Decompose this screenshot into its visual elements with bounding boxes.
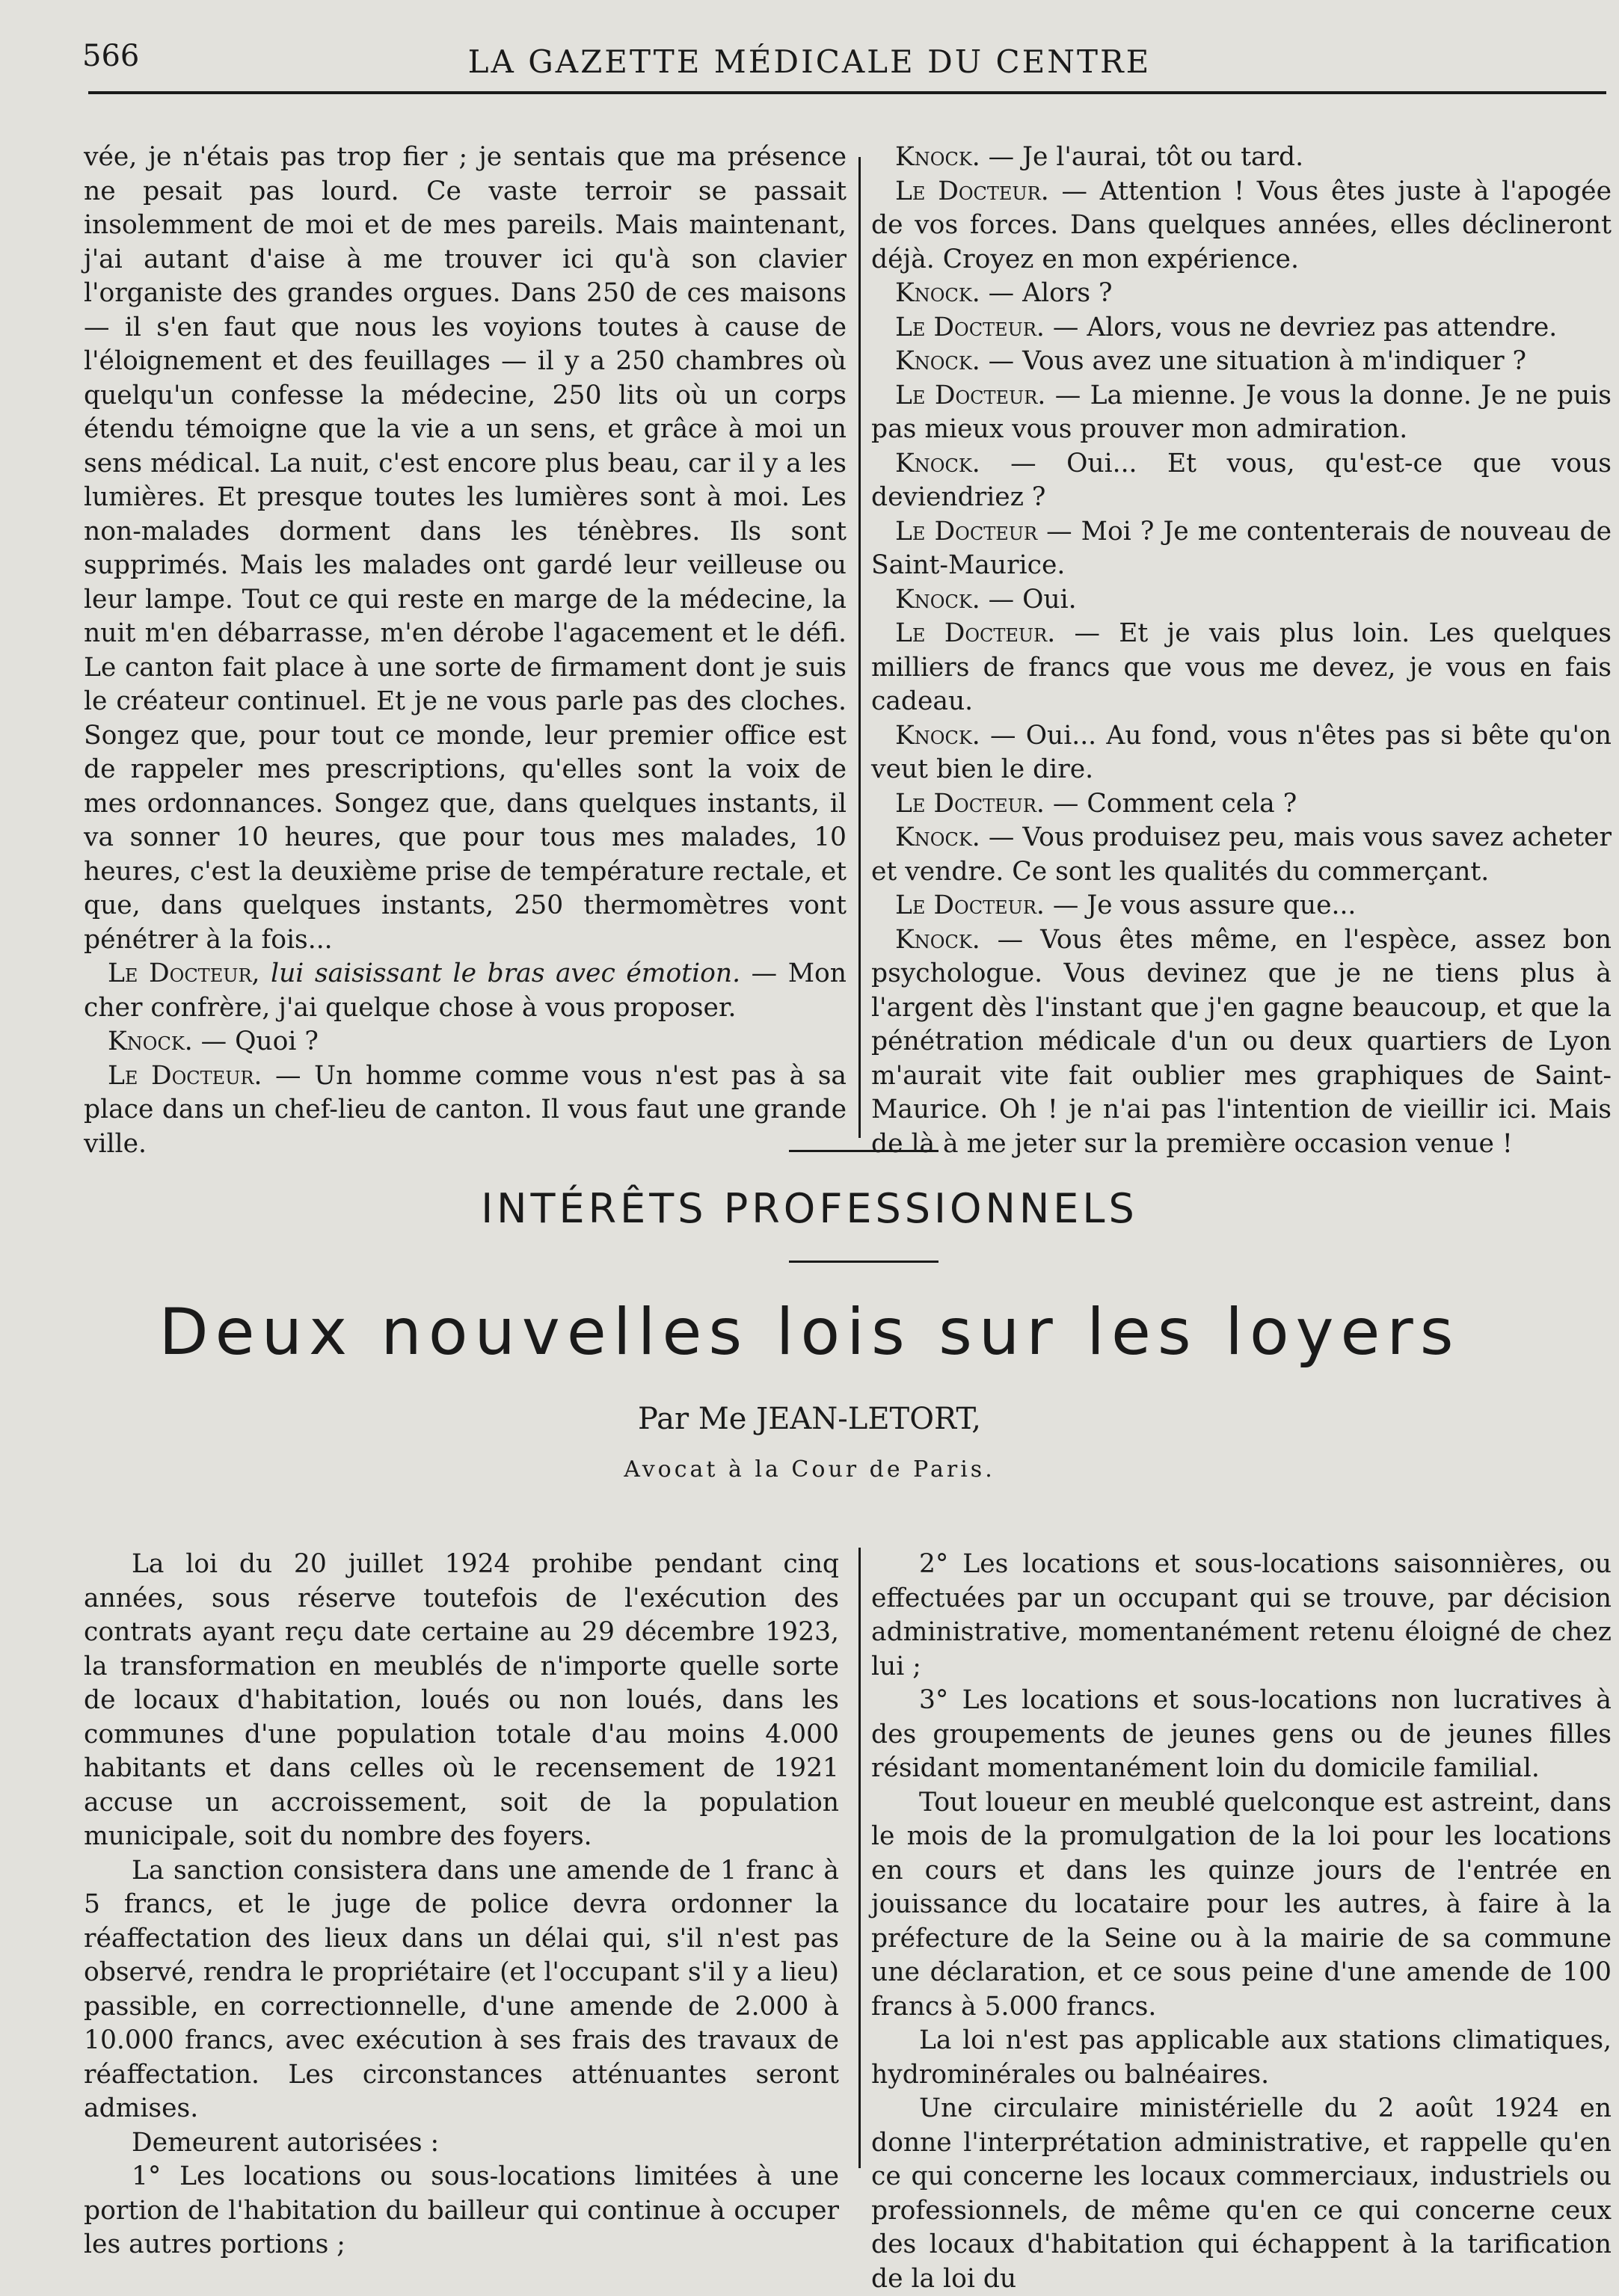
speaker-name: Knock <box>895 720 972 751</box>
dialogue-text: . — Un homme comme vous n'est pas à sa place dans un chef-lieu de canton. Il vous faut une grande ville. <box>84 1060 847 1159</box>
speaker-name: Knock <box>895 584 972 615</box>
dialogue-text: — Moi ? Je me contenterais de nouveau de Saint-Maurice. <box>871 516 1612 580</box>
journal-title: LA GAZETTE MÉDICALE DU CENTRE <box>467 43 1152 80</box>
speaker-name: Knock <box>895 822 972 852</box>
dialogue-line <box>871 787 1612 822</box>
speaker-name: Le Docteur <box>895 890 1036 920</box>
speaker-name: Le Docteur <box>895 788 1036 819</box>
speaker-name: Le Docteur <box>108 958 252 988</box>
dialogue-text: . — Comment cela ? <box>1036 788 1297 819</box>
dialogue-text: . — Vous avez une situation à m'indiquer ? <box>971 346 1527 376</box>
dialogue-text: . — Je l'aurai, tôt ou tard. <box>971 142 1304 172</box>
speaker-name: Le Docteur <box>895 618 1048 648</box>
dialogue-line <box>871 821 1612 889</box>
dialogue-text: . — Oui... Et vous, qu'est-ce que vous deviendriez ? <box>871 448 1612 512</box>
paragraph: Tout loueur en meublé quelconque est astreint, dans le mois de la promulgation de la loi pour les locations en cours et dans les quinze jours de l'entrée en jouissance du locataire pour les autres, à faire à la préfecture de la Seine ou à la mairie de sa commune une déclaration, et ce sous peine d'une amende de 100 francs à 5.000 francs. <box>871 1787 1612 2022</box>
article-title: Deux nouvelles lois sur les loyers <box>159 1295 1460 1370</box>
dialogue-line <box>871 583 1612 618</box>
speaker-name: Le Docteur <box>895 176 1041 206</box>
dialogue-line: Le Docteur, lui saisissant le bras avec émotion. — Mon cher confrère, j'ai quelque chose à vous proposer. <box>84 958 847 1023</box>
speaker-name: Le Docteur <box>108 1060 254 1091</box>
dialogue-line <box>84 1059 847 1162</box>
paragraph: Demeurent autorisées : <box>132 2127 440 2158</box>
section-rule-top <box>789 1150 938 1152</box>
dialogue-text: . — Attention ! Vous êtes juste à l'apogée de vos forces. Dans quelques années, elles déclineront déjà. Croyez en mon expérience. <box>871 176 1612 274</box>
article-right-column <box>871 1548 1612 2296</box>
author-affiliation: Avocat à la Cour de Paris. <box>624 1456 995 1483</box>
speaker-name: Knock <box>895 278 972 308</box>
dialogue-line <box>871 719 1612 787</box>
dialogue-text: . — La mienne. Je vous la donne. Je ne puis pas mieux vous prouver mon admiration. <box>871 380 1612 444</box>
dialogue-line <box>871 379 1612 447</box>
dialogue-line <box>871 447 1612 515</box>
play-left-column <box>84 141 847 1161</box>
dialogue-line <box>871 515 1612 583</box>
paragraph: La sanction consistera dans une amende de 1 franc à 5 francs, et le juge de police devra ordonner la réaffectation des lieux dans un délai qui, s'il n'est pas observé, rendra le propriétaire (et l'occupant s'il y a lieu) passible, en correctionnelle, d'une amende de 2.000 à 10.000 francs, avec exécution à ses frais des travaux de réaffectation. Les circonstances atténuantes seront admises. <box>84 1855 839 2123</box>
paragraph: 3° Les locations et sous-locations non lucratives à des groupements de jeunes gens ou de jeunes filles résidant momentanément loin du domicile familial. <box>871 1685 1612 1783</box>
dialogue-line <box>871 311 1612 345</box>
dialogue-line <box>871 345 1612 379</box>
dialogue-line <box>871 923 1612 1162</box>
speaker-name: Knock <box>895 448 972 478</box>
play-right-column <box>871 141 1612 1161</box>
dialogue-line <box>871 277 1612 311</box>
dialogue-line <box>84 1025 847 1059</box>
dialogue-line <box>871 175 1612 277</box>
dialogue-text: — Mon cher confrère, j'ai quelque chose à vous proposer. <box>84 958 847 1023</box>
header-rule <box>88 91 1606 94</box>
dialogue-text: . — Oui... Au fond, vous n'êtes pas si bête qu'on veut bien le dire. <box>871 720 1612 784</box>
stage-direction: lui saisissant le bras avec émotion. <box>271 958 741 988</box>
paragraph: Une circulaire ministérielle du 2 août 1924 en donne l'interprétation administrative, et rappelle qu'en ce qui concerne les locaux commerciaux, industriels ou professionnels, de même qu'en ce qui concerne ceux des locaux d'habitation qui échappent à la tarification de la loi du <box>871 2093 1612 2294</box>
dialogue-line <box>871 617 1612 719</box>
dialogue-line <box>871 889 1612 923</box>
dialogue-text: . — Alors, vous ne devriez pas attendre. <box>1036 312 1558 342</box>
paragraph: 1° Les locations ou sous-locations limitées à une portion de l'habitation du bailleur qui continue à occuper les autres portions ; <box>84 2161 839 2259</box>
dialogue-line <box>871 141 1612 175</box>
article-byline: Par Me JEAN-LETORT, <box>638 1402 981 1436</box>
dialogue-text: . — Quoi ? <box>184 1027 319 1056</box>
speaker-name: Knock <box>895 346 972 376</box>
speaker-name: Le Docteur <box>895 312 1036 342</box>
dialogue-text: . — Et je vais plus loin. Les quelques milliers de francs que vous me devez, je vous en fais cadeau. <box>871 618 1612 716</box>
column-divider <box>858 1548 861 2168</box>
paragraph: La loi du 20 juillet 1924 prohibe pendant cinq années, sous réserve toutefois de l'exécution des contrats ayant reçu date certaine au 29 décembre 1923, la transformation en meublés de n'importe quelle sorte de locaux d'habitation, loués ou non loués, dans les communes d'une population totale d'au moins 4.000 habitants et dans celles où le recensement de 1921 accuse un accroissement, soit de la population municipale, soit du nombre des foyers. <box>84 1549 839 1851</box>
paragraph: La loi n'est pas applicable aux stations climatiques, hydrominérales ou balnéaires. <box>871 2025 1612 2090</box>
page-number: 566 <box>82 39 140 73</box>
speaker-name: Le Docteur <box>895 516 1038 547</box>
section-rule-bottom <box>789 1261 938 1263</box>
dialogue-text: . — Oui. <box>971 584 1077 615</box>
article-left-column <box>84 1548 839 2262</box>
paragraph: 2° Les locations et sous-locations saisonnières, ou effectuées par un occupant qui se trouve, par décision administrative, momentanément retenu éloigné de chez lui ; <box>871 1549 1612 1681</box>
paragraph: vée, je n'étais pas trop fier ; je sentais que ma présence ne pesait pas lourd. Ce vaste terroir se passait insolemment de moi et de mes pareils. Mais maintenant, j'ai autant d'aise à me trouver ici qu'à son clavier l'organiste des grandes orgues. Dans 250 de ces maisons — il s'en faut que nous les voyions toutes à cause de l'éloignement et des feuillages — il y a 250 chambres où quelqu'un confesse la médecine, 250 lits où un corps étendu témoigne que la vie a un sens, et grâce à moi un sens médical. La nuit, c'est encore plus beau, car il y a les lumières. Et presque toutes les lumières sont à moi. Les non-malades dorment dans les ténèbres. Ils sont supprimés. Mais les malades ont gardé leur veilleuse ou leur lampe. Tout ce qui reste en marge de la médecine, la nuit m'en débarrasse, m'en dérobe l'agacement et le défi. Le canton fait place à une sorte de firmament dont je suis le créateur continuel. Et je ne vous parle pas des cloches. Songez que, pour tout ce monde, leur premier office est de rappeler mes prescriptions, qu'elles sont la voix de mes ordonnances. Songez que, dans quelques instants, il va sonner 10 heures, que pour tous mes malades, 10 heures, c'est la deuxième prise de température rectale, et que, dans quelques instants, 250 thermomètres vont pénétrer à la fois... <box>84 142 847 955</box>
speaker-name: Le Docteur <box>895 380 1038 410</box>
speaker-name: Knock <box>895 924 972 955</box>
dialogue-text: . — Vous produisez peu, mais vous savez acheter et vendre. Ce sont les qualités du commerçant. <box>871 822 1612 887</box>
dialogue-text: . — Alors ? <box>971 278 1113 308</box>
dialogue-text: . — Je vous assure que... <box>1036 890 1357 920</box>
dialogue-text: . — Vous êtes même, en l'espèce, assez bon psychologue. Vous devinez que je ne tiens plus à l'argent dès l'instant que j'en gagne beaucoup, et que la pénétration médicale d'un ou deux quartiers de Lyon m'aurait vite fait oublier mes graphiques de Saint-Maurice. Oh ! je n'ai pas l'intention de vieillir ici. Mais de là à me jeter sur la première occasion venue ! <box>871 924 1612 1159</box>
speaker-name: Knock <box>895 142 972 172</box>
section-heading: INTÉRÊTS PROFESSIONNELS <box>481 1185 1138 1232</box>
speaker-name: Knock <box>108 1027 185 1056</box>
column-divider <box>858 157 861 1138</box>
